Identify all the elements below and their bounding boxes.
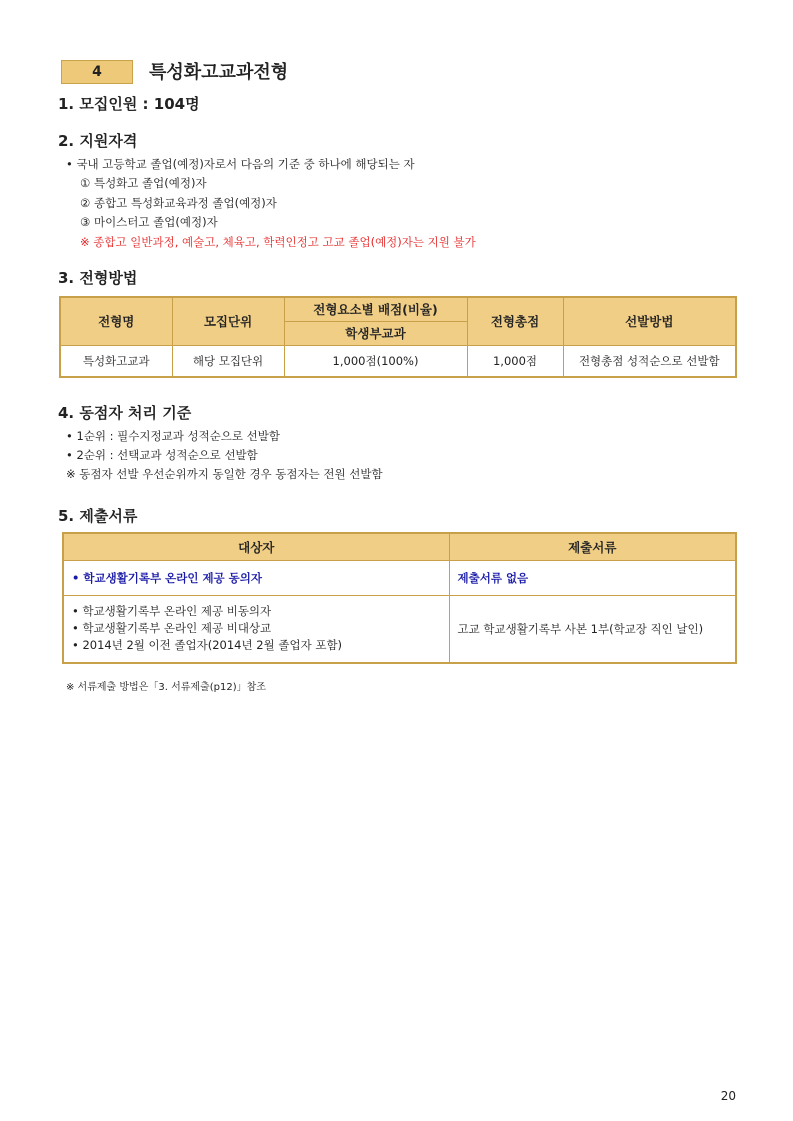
eligibility-item-1: ① 특성화고 졸업(예정)자	[80, 176, 207, 190]
documents-note: ※ 서류제출 방법은「3. 서류제출(p12)」참조	[66, 682, 266, 693]
cell-docs-copy: 고교 학교생활기록부 사본 1부(학교장 직인 날인)	[449, 595, 736, 663]
heading-documents: 5. 제출서류	[58, 507, 138, 525]
cell-unit: 해당 모집단위	[172, 345, 284, 377]
heading-selection-method: 3. 전형방법	[58, 269, 138, 287]
heading-tie-break: 4. 동점자 처리 기준	[58, 404, 192, 422]
cell-track-name: 특성화고교과	[60, 345, 172, 377]
tie-break-item-2: • 2순위 : 선택교과 성적순으로 선발함	[66, 448, 258, 462]
eligibility-intro: • 국내 고등학교 졸업(예정)자로서 다음의 기준 중 하나에 해당되는 자	[66, 157, 415, 171]
cell-target-consent: • 학교생활기록부 온라인 제공 동의자	[63, 560, 449, 595]
cell-total: 1,000점	[467, 345, 563, 377]
header-total: 전형총점	[467, 297, 563, 345]
page-number: 20	[720, 1089, 736, 1103]
target-item-1: • 학교생활기록부 온라인 제공 비동의자	[72, 604, 272, 619]
eligibility-item-3: ③ 마이스터고 졸업(예정)자	[80, 215, 218, 229]
header-method: 선발방법	[563, 297, 736, 345]
cell-docs-none: 제출서류 없음	[449, 560, 736, 595]
header-track-name: 전형명	[60, 297, 172, 345]
header-element-score: 전형요소별 배점(비율)	[284, 297, 467, 321]
eligibility-item-2: ② 종합고 특성화교육과정 졸업(예정)자	[80, 196, 277, 210]
eligibility-note: ※ 종합고 일반과정, 예술고, 체육고, 학력인정고 고교 졸업(예정)자는 지원 불가	[80, 235, 476, 249]
section-number-badge: 4	[61, 60, 133, 84]
cell-target-list	[63, 595, 449, 663]
cell-score: 1,000점(100%)	[284, 345, 467, 377]
heading-recruitment: 1. 모집인원 : 104명	[58, 95, 200, 113]
header-subject-record: 학생부교과	[284, 321, 467, 345]
tie-break-note: ※ 동점자 선발 우선순위까지 동일한 경우 동점자는 전원 선발함	[66, 467, 383, 481]
documents-table	[62, 532, 737, 664]
target-item-3: • 2014년 2월 이전 졸업자(2014년 2월 졸업자 포함)	[72, 638, 343, 653]
header-docs: 제출서류	[449, 533, 736, 560]
header-unit: 모집단위	[172, 297, 284, 345]
header-target: 대상자	[63, 533, 449, 560]
selection-table	[59, 296, 737, 378]
heading-eligibility: 2. 지원자격	[58, 132, 138, 150]
cell-method: 전형총점 성적순으로 선발함	[563, 345, 736, 377]
target-item-2: • 학교생활기록부 온라인 제공 비대상교	[72, 621, 272, 636]
tie-break-item-1: • 1순위 : 필수지정교과 성적순으로 선발함	[66, 429, 280, 443]
page-title: 특성화고교과전형	[149, 62, 289, 83]
